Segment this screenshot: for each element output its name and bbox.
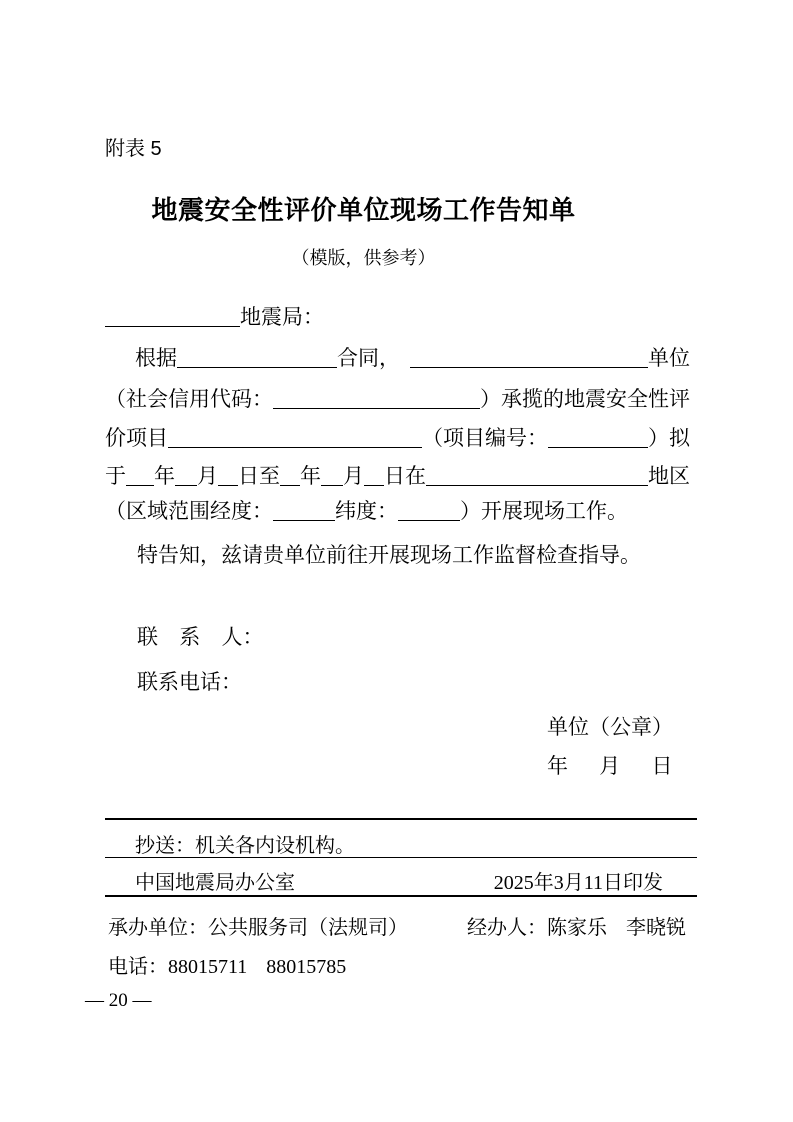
blank-underline [426,485,648,486]
line-text: 年 [154,464,175,488]
blank-underline [105,326,240,327]
line-text: （社会信用代码： [105,387,273,411]
contact-name-label: 联 系 人： [137,625,264,649]
line-text: 于 [105,464,126,488]
line-text: （项目编号： [422,426,548,450]
blank-underline [321,485,343,486]
footer-rule-top [105,818,697,820]
footer-rule-bottom [105,895,697,897]
blank-underline [177,367,337,368]
print-date: 2025年3月11日印发 [493,872,663,894]
blank-underline [548,447,648,448]
line-text: ）拟 [648,426,690,450]
notice-line: 特告知，兹请贵单位前往开展现场工作监督检查指导。 [137,543,641,567]
line-text: 日在 [384,464,426,488]
salutation-line [105,302,690,332]
contact-phone-numbers: 电话：88015711 88015785 [108,956,347,978]
footer-rule-middle [105,857,697,858]
blank-underline [126,485,154,486]
blank-underline [273,520,335,521]
blank-underline [364,485,384,486]
blank-underline [175,485,197,486]
body-line-1 [105,343,690,373]
attachment-label: 附表 5 [105,138,162,160]
line-text: （区域范围经度： [105,499,273,523]
blank-underline [218,485,238,486]
line-text: ）承揽的地震安全性评 [480,387,690,411]
body-line-2 [105,384,690,414]
line-text: 日至 [238,464,280,488]
document-title: 地震安全性评价单位现场工作告知单 [151,196,576,225]
issuing-office: 中国地震局办公室 [135,872,295,894]
handlers: 经办人：陈家乐 李晓锐 [467,917,686,939]
blank-underline [398,520,460,521]
body-line-3 [105,423,690,453]
line-text: 根据 [135,346,177,370]
line-text: 月 [197,464,218,488]
signature-unit-seal: 单位（公章） [547,715,673,739]
signature-date: 年 月 日 [547,754,673,778]
line-text: 年 [300,464,321,488]
line-text: 价项目 [105,426,168,450]
blank-underline [168,447,422,448]
contact-phone-label: 联系电话： [137,670,242,694]
line-text: ）开展现场工作。 [460,499,628,523]
undertaking-unit: 承办单位：公共服务司（法规司） [108,917,408,939]
blank-underline [410,367,648,368]
cc-line: 抄送：机关各内设机构。 [135,835,355,857]
body-line-5 [105,496,690,526]
issuer-row [105,866,697,895]
blank-underline [273,408,480,409]
blank-underline [280,485,300,486]
line-text: 地区 [648,464,690,488]
line-text: 地震局： [240,305,324,329]
document-subtitle: （模版，供参考） [291,248,436,268]
line-text: 合同， [337,346,400,370]
body-line-4 [105,461,690,491]
line-text: 纬度： [335,499,398,523]
page-number: — 20 — [85,990,152,1011]
line-text: 月 [343,464,364,488]
line-text: 单位 [648,346,690,370]
